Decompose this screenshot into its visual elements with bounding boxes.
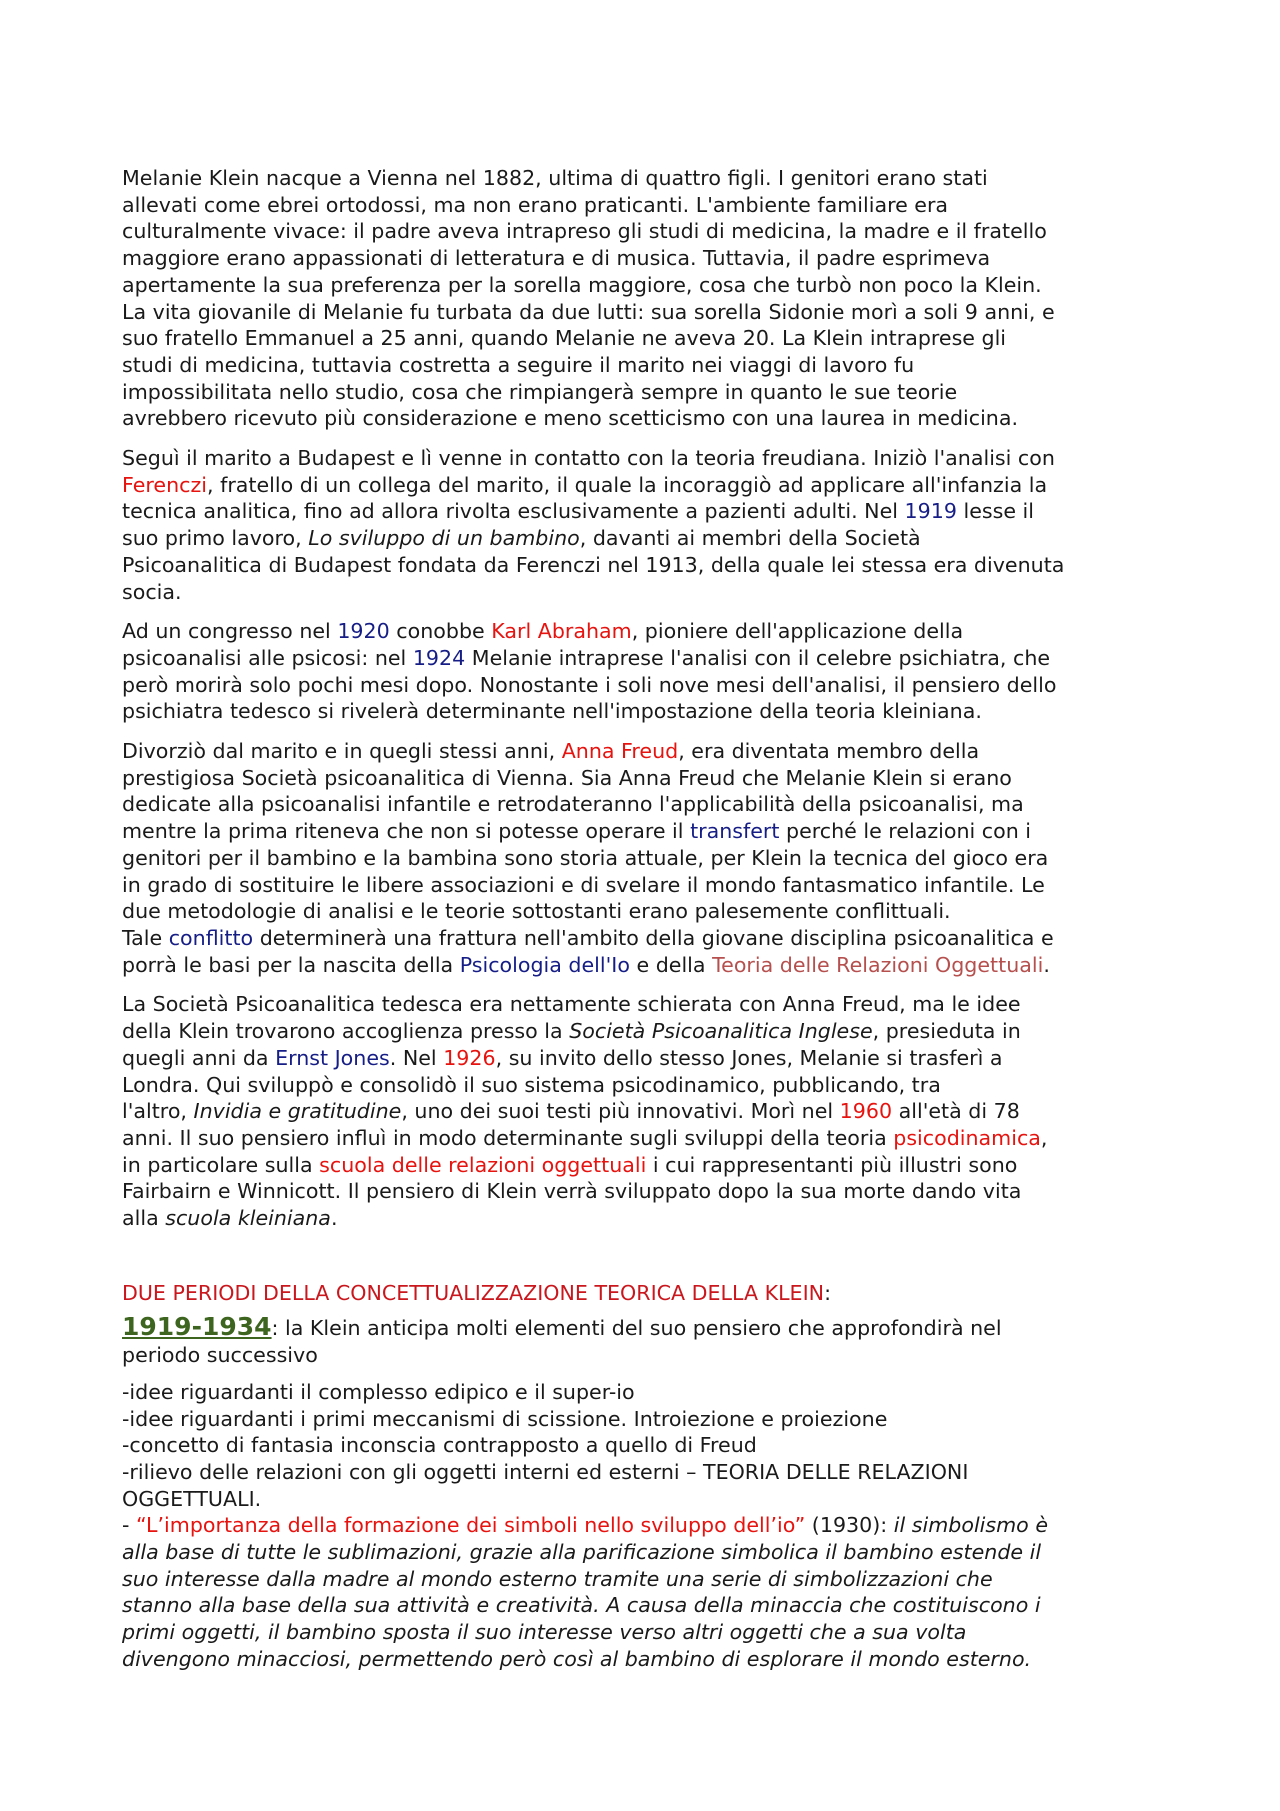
text-line: in particolare sulla scuola delle relazioni oggettuali i cui rappresentanti più illustri sono <box>122 1152 1018 1177</box>
quote-line: alla base di tutte le sublimazioni, grazie alla parificazione simbolica il bambino estende il <box>122 1540 1042 1565</box>
link-ernst-jones[interactable]: Ernst Jones <box>275 1045 390 1070</box>
list-item: OGGETTUALI. <box>122 1486 262 1511</box>
text-line: La Società Psicoanalitica tedesca era nettamente schierata con Anna Freud, ma le idee <box>122 992 1021 1017</box>
section-heading: DUE PERIODI DELLA CONCETTUALIZZAZIONE TEORICA DELLA KLEIN: <box>122 1280 832 1305</box>
text-line: psicoanalisi alle psicosi: nel 1924 Melanie intraprese l'analisi con il celebre psichiatra, che <box>122 645 1051 670</box>
document-page <box>122 165 1172 1673</box>
text-line: Ad un congresso nel 1920 conobbe Karl Abraham, pioniere dell'applicazione della <box>122 619 964 644</box>
text-line: suo fratello Emmanuel a 25 anni, quando Melanie ne aveva 20. La Klein intraprese gli <box>122 326 1007 351</box>
text-line: tecnica analitica, fino ad allora rivolta esclusivamente a pazienti adulti. Nel 1919 lesse il <box>122 499 1034 524</box>
text-line: porrà le basi per la nascita della Psicologia dell'Io e della Teoria delle Relazioni Oggettuali. <box>122 952 1050 977</box>
text-line: Divorziò dal marito e in quegli stessi anni, Anna Freud, era diventata membro della <box>122 739 980 764</box>
text-line: dedicate alla psicoanalisi infantile e retrodateranno l'applicabilità della psicoanalisi, ma <box>122 792 1024 817</box>
school-name: scuola kleiniana <box>165 1206 331 1231</box>
link-1926[interactable]: 1926 <box>443 1045 496 1070</box>
link-scuola-relazioni-oggettuali[interactable]: scuola delle relazioni oggettuali <box>319 1152 647 1177</box>
text-line: socia. <box>122 579 182 604</box>
text-line: Ferenczi, fratello di un collega del marito, il quale la incoraggiò ad applicare all'infanzia la <box>122 472 1048 497</box>
work-title-2: Invidia e gratitudine <box>193 1099 402 1124</box>
quote-title: “L’importanza della formazione dei simboli nello sviluppo dell’io” <box>135 1513 806 1538</box>
text-line: genitori per il bambino e la bambina sono storia attuale, per Klein la tecnica del gioco era <box>122 845 1049 870</box>
link-karl-abraham[interactable]: Karl Abraham <box>491 619 632 644</box>
text-line: Londra. Qui sviluppò e consolidò il suo sistema psicodinamico, pubblicando, tra <box>122 1072 941 1097</box>
text-line: Seguì il marito a Budapest e lì venne in contatto con la teoria freudiana. Iniziò l'analisi con <box>122 446 1055 471</box>
bio-paragraph-2 <box>122 445 1172 605</box>
bio-paragraph-1 <box>122 165 1172 432</box>
list-item: -idee riguardanti i primi meccanismi di scissione. Introiezione e proiezione <box>122 1406 888 1431</box>
quote-line: - “L’importanza della formazione dei simboli nello sviluppo dell’io” (1930): il simbolismo è <box>122 1513 1049 1538</box>
link-conflitto[interactable]: conflitto <box>168 925 254 950</box>
text-line: 1919-1934: la Klein anticipa molti elementi del suo pensiero che approfondirà nel <box>122 1312 1002 1342</box>
society-name: Società Psicoanalitica Inglese <box>569 1019 873 1044</box>
list-item: -concetto di fantasia inconscia contrapposto a quello di Freud <box>122 1433 757 1458</box>
bio-paragraph-5 <box>122 991 1172 1231</box>
bio-paragraph-3 <box>122 618 1172 725</box>
quote-line: stanno alla base della sua attività e creatività. A causa della minaccia che costituiscono i <box>122 1593 1041 1618</box>
text-line: suo primo lavoro, Lo sviluppo di un bambino, davanti ai membri della Società <box>122 526 921 551</box>
link-anna-freud[interactable]: Anna Freud <box>561 739 679 764</box>
text-line: anni. Il suo pensiero influì in modo determinante sugli sviluppi della teoria psicodinamica, <box>122 1125 1048 1150</box>
quote-line: primi oggetti, il bambino sposta il suo interesse verso altri oggetti che a sua volta <box>122 1620 967 1645</box>
list-item: -rilievo delle relazioni con gli oggetti interni ed esterni – TEORIA DELLE RELAZIONI <box>122 1459 969 1484</box>
text-line: due metodologie di analisi e le teorie sottostanti erano palesemente conflittuali. <box>122 899 951 924</box>
link-psicologia-dell-io[interactable]: Psicologia dell'Io <box>459 952 630 977</box>
text-line: Psicoanalitica di Budapest fondata da Ferenczi nel 1913, della quale lei stessa era divenuta <box>122 552 1065 577</box>
link-teoria-relazioni-oggettuali[interactable]: Teoria delle Relazioni Oggettuali <box>712 952 1044 977</box>
bio-paragraph-4 <box>122 738 1172 978</box>
list-item: -idee riguardanti il complesso edipico e il super-io <box>122 1379 635 1404</box>
text-line: avrebbero ricevuto più considerazione e meno scetticismo con una laurea in medicina. <box>122 406 1019 431</box>
text-line: psichiatra tedesco si rivelerà determinante nell'impostazione della teoria kleiniana. <box>122 699 982 724</box>
link-1960[interactable]: 1960 <box>839 1099 893 1124</box>
text-line: Fairbairn e Winnicott. Il pensiero di Klein verrà sviluppato dopo la sua morte dando vita <box>122 1179 1022 1204</box>
text-line: culturalmente vivace: il padre aveva intrapreso gli studi di medicina, la madre e il fratello <box>122 219 1047 244</box>
link-transfert[interactable]: transfert <box>690 819 780 844</box>
period-item-list <box>122 1379 1172 1673</box>
work-title: Lo sviluppo di un bambino <box>308 526 580 551</box>
text-line: La vita giovanile di Melanie fu turbata da due lutti: sua sorella Sidonie morì a soli 9 anni, e <box>122 299 1055 324</box>
text-line: studi di medicina, tuttavia costretta a seguire il marito nei viaggi di lavoro fu <box>122 352 915 377</box>
text-line: l'altro, Invidia e gratitudine, uno dei suoi testi più innovativi. Morì nel 1960 all'età di 78 <box>122 1099 1020 1124</box>
text-line: prestigiosa Società psicoanalitica di Vienna. Sia Anna Freud che Melanie Klein si erano <box>122 765 1012 790</box>
text-line: mentre la prima riteneva che non si potesse operare il transfert perché le relazioni con i <box>122 819 1032 844</box>
link-1924[interactable]: 1924 <box>412 645 466 670</box>
text-line: però morirà solo pochi mesi dopo. Nonostante i soli nove mesi dell'analisi, il pensiero dello <box>122 672 1057 697</box>
link-1920[interactable]: 1920 <box>337 619 390 644</box>
text-line: Melanie Klein nacque a Vienna nel 1882, ultima di quattro figli. I genitori erano stati <box>122 166 988 190</box>
text-line: allevati come ebrei ortodossi, ma non erano praticanti. L'ambiente familiare era <box>122 192 949 217</box>
period-title: 1919-1934 <box>122 1312 272 1342</box>
link-1919[interactable]: 1919 <box>904 499 957 524</box>
text-line: Tale conflitto determinerà una frattura nell'ambito della giovane disciplina psicoanalitica e <box>122 925 1054 950</box>
quote-line: divengono minacciosi, permettendo però così al bambino di esplorare il mondo esterno. <box>122 1646 1032 1671</box>
link-ferenczi[interactable]: Ferenczi <box>122 472 207 497</box>
text-line: alla scuola kleiniana. <box>122 1206 338 1231</box>
text-line: quegli anni da Ernst Jones. Nel 1926, su invito dello stesso Jones, Melanie si trasferì a <box>122 1045 1003 1070</box>
text-line: della Klein trovarono accoglienza presso la Società Psicoanalitica Inglese, presieduta in <box>122 1019 1021 1044</box>
text-line: maggiore erano appassionati di letteratura e di musica. Tuttavia, il padre esprimeva <box>122 246 991 271</box>
period-intro <box>122 1314 1172 1368</box>
link-psicodinamica[interactable]: psicodinamica <box>893 1125 1041 1150</box>
text-line: impossibilitata nello studio, cosa che rimpiangerà sempre in quanto le sue teorie <box>122 379 958 404</box>
text-line: in grado di sostituire le libere associazioni e di svelare il mondo fantasmatico infantile. Le <box>122 872 1045 897</box>
text-line: apertamente la sua preferenza per la sorella maggiore, cosa che turbò non poco la Klein. <box>122 272 1042 297</box>
text-line: periodo successivo <box>122 1343 318 1368</box>
quote-line: suo interesse dalla madre al mondo esterno tramite una serie di simbolizzazioni che <box>122 1566 993 1591</box>
